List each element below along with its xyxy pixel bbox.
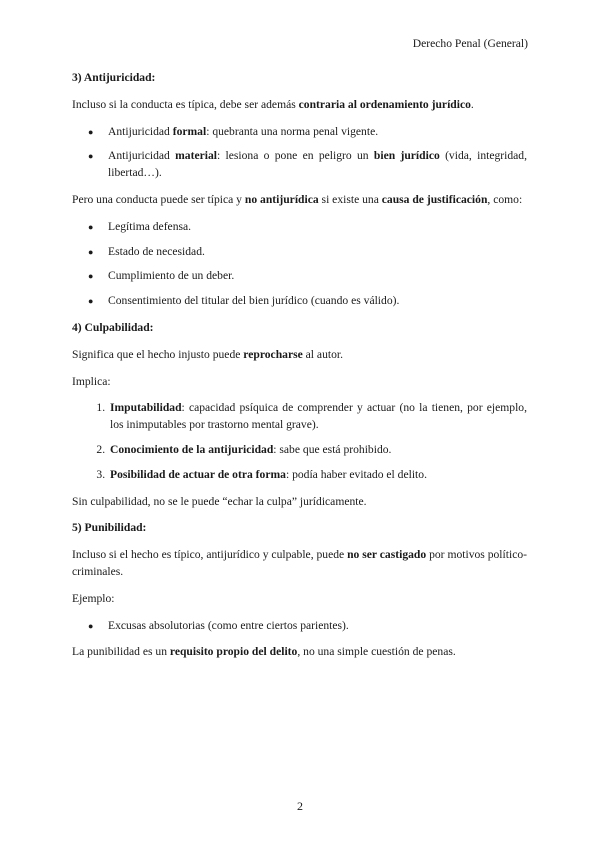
- list-item: ● Consentimiento del titular del bien jurídico (cuando es válido).: [108, 293, 527, 310]
- bullet-list-antijuricidad-types: [72, 124, 527, 182]
- list-item: 3. Posibilidad de actuar de otra forma: podía haber evitado el delito.: [108, 467, 527, 484]
- paragraph: Pero una conducta puede ser típica y no antijurídica si existe una causa de justificación, como:: [72, 192, 523, 206]
- list-item: ● Antijuricidad material: lesiona o pone en peligro un bien jurídico (vida, integridad, libertad…).: [108, 148, 527, 182]
- list-item: ● Cumplimiento de un deber.: [108, 268, 527, 285]
- list-item: ● Legítima defensa.: [108, 219, 527, 236]
- section-title-culpabilidad: 4) Culpabilidad:: [72, 320, 154, 334]
- paragraph: Ejemplo:: [72, 591, 115, 605]
- bullet-list-example: [72, 618, 527, 635]
- page-number: 2: [297, 799, 303, 813]
- list-item: ● Estado de necesidad.: [108, 244, 527, 261]
- section-title-antijuricidad: 3) Antijuricidad:: [72, 71, 156, 84]
- paragraph: Incluso si el hecho es típico, antijurídico y culpable, puede no ser castigado por motivos político-criminales.: [72, 548, 527, 578]
- paragraph: Significa que el hecho injusto puede reprocharse al autor.: [72, 347, 344, 361]
- header-title: Derecho Penal (General): [412, 37, 528, 50]
- paragraph: Sin culpabilidad, no se le puede “echar la culpa” jurídicamente.: [72, 494, 367, 508]
- running-header: [413, 36, 528, 53]
- list-item: ● Antijuricidad formal: quebranta una norma penal vigente.: [108, 124, 527, 141]
- paragraph: La punibilidad es un requisito propio del delito, no una simple cuestión de penas.: [72, 645, 456, 659]
- paragraph: Implica:: [72, 374, 111, 388]
- section-title-punibilidad: 5) Punibilidad:: [72, 521, 147, 535]
- bullet-list-justification-causes: [72, 219, 527, 310]
- list-item: 2. Conocimiento de la antijuricidad: sabe que está prohibido.: [108, 442, 527, 459]
- paragraph: Incluso si la conducta es típica, debe ser además contraria al ordenamiento jurídico.: [72, 97, 474, 111]
- numbered-list-culpabilidad: [72, 400, 527, 483]
- page-content: [72, 70, 527, 671]
- list-item: 1. Imputabilidad: capacidad psíquica de comprender y actuar (no la tienen, por ejemplo, los inimputables por trastorno mental grave).: [108, 400, 527, 434]
- list-item: ● Excusas absolutorias (como entre ciertos parientes).: [108, 618, 527, 635]
